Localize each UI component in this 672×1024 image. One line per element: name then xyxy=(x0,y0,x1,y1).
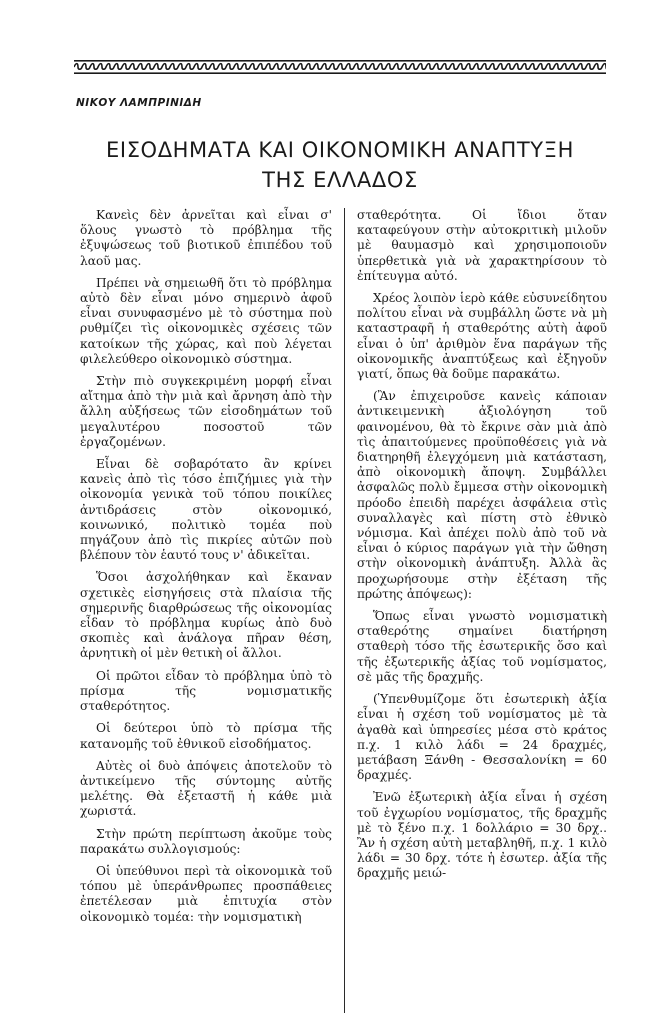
paragraph: Οἱ πρῶτοι εἶδαν τὸ πρόβλημα ὑπὸ τὸ πρίσμα τῆς νομισματικῆς σταθερότητος. xyxy=(80,668,332,714)
left-column xyxy=(80,208,332,932)
right-column xyxy=(357,208,607,889)
paragraph: Πρέπει νὰ σημειωθῆ ὅτι τὸ πρόβλημα αὐτὸ δὲν εἶναι μόνο σημερινὸ ἀφοῦ εἶναι συνυφασμένο μὲ τὸ σύστημα ποὺ ρυθμίζει τὶς οἰκονομικὲς σχέσεις τῶν κατοίκων τῆς χώρας, καὶ ποὺ λέγεται φιλελεύθερο οἰκονομικὸ σύστημα. xyxy=(80,275,332,366)
paragraph: Χρέος λοιπὸν ἱερὸ κάθε εὐσυνείδητου πολίτου εἶναι νὰ συμβάλλη ὥστε νὰ μὴ καταστραφῆ ἡ σταθερότης αὐτὴ ἀφοῦ εἶναι ὁ ὑπ' ἀριθμὸν ἕνα παράγων τῆς οἰκονομικῆς ἀναπτύξεως καὶ ἐξηγοῦν γιατί, ὅπως θὰ δοῦμε παρακάτω. xyxy=(357,291,607,382)
paragraph: Οἱ ὑπεύθυνοι περὶ τὰ οἰκονομικὰ τοῦ τόπου μὲ ὑπεράνθρωπες προσπάθειες ἐπετέλεσαν μιὰ ἐπιτυχία στὸν οἰκονομικὸ τομέα: τὴν νομισματικὴ xyxy=(80,863,332,924)
paragraph: Οἱ δεύτεροι ὑπὸ τὸ πρίσμα τῆς κατανομῆς τοῦ ἐθνικοῦ εἰσοδήματος. xyxy=(80,721,332,751)
title-line-2: ΤΗΣ ΕΛΛΑΔΟΣ xyxy=(262,168,418,192)
paragraph: Εἶναι δὲ σοβαρότατο ἂν κρίνει κανεὶς ἀπὸ τὶς τόσο ἐπιζήμιες γιὰ τὴν οἰκονομία γενικὰ τοῦ τόπου ποικίλες ἀντιδράσεις στὸν οἰκονομικό, κοινωνικό, πολιτικὸ τομέα ποὺ πηγάζουν ἀπὸ τὶς πικρίες αὐτῶν ποὺ βλέπουν τὸν ἑαυτό τους ν' ἀδικεῖται. xyxy=(80,457,332,563)
paragraph: Αὐτὲς οἱ δυὸ ἀπόψεις ἀποτελοῦν τὸ ἀντικείμενο τῆς σύντομης αὐτῆς μελέτης. Θὰ ἐξεταστῆ ἡ κάθε μιὰ χωριστά. xyxy=(80,758,332,819)
paragraph: Στὴν πιὸ συγκεκριμένη μορφή εἶναι αἴτημα ἀπὸ τὴν μιὰ καὶ ἄρνηση ἀπὸ τὴν ἄλλη αὐξήσεως τῶν εἰσοδημάτων τοῦ μεγαλυτέρου ποσοστοῦ τῶν ἐργαζομένων. xyxy=(80,374,332,449)
title-line-1: ΕΙΣΟΔΗΜΑΤΑ ΚΑΙ ΟΙΚΟΝΟΜΙΚΗ ΑΝΑΠΤΥΞΗ xyxy=(106,138,574,162)
paragraph: Ἐνῶ ἐξωτερικὴ ἀξία εἶναι ἡ σχέση τοῦ ἐγχωρίου νομίσματος, τῆς δραχμῆς μὲ τὸ ξένο π.χ. 1 δολλάριο = 30 δρχ.. Ἂν ἡ σχέση αὐτὴ μεταβληθῆ, π.χ. 1 κιλὸ λάδι = 30 δρχ. τότε ἡ ἐσωτερ. ἀξία τῆς δραχμῆς μειώ- xyxy=(357,790,607,881)
article-title xyxy=(90,135,590,195)
paragraph: σταθερότητα. Οἱ ἴδιοι ὅταν καταφεύγουν στὴν αὐτοκριτικὴ μιλοῦν μὲ θαυμασμὸ καὶ χρησιμοποιοῦν ὑπερθετικὰ γιὰ νὰ χαρακτηρίσουν τὸ ἐπίτευγμα αὐτό. xyxy=(357,208,607,283)
paragraph: Ὅσοι ἀσχολήθηκαν καὶ ἔκαναν σχετικὲς εἰσηγήσεις στὰ πλαίσια τῆς σημερινῆς διαρθρώσεως τῆς οἰκονομίας εἶδαν τὸ πρόβλημα κυρίως ἀπὸ δυὸ σκοπιὲς καὶ ἀνάλογα πῆραν θέση, ἀρνητικὴ οἱ μὲν θετικὴ οἱ ἄλλοι. xyxy=(80,570,332,661)
wave-ornament-border xyxy=(74,60,606,74)
author-name: ΝΙΚΟΥ ΛΑΜΠΡΙΝΙΔΗ xyxy=(76,97,202,109)
paragraph: Ὅπως εἶναι γνωστὸ νομισματικὴ σταθερότης σημαίνει διατήρηση σταθερὴ τόσο τῆς ἐσωτερικῆς ὅσο καὶ τῆς ἐξωτερικῆς ἀξίας τοῦ νομίσματος, σὲ μᾶς τῆς δραχμῆς. xyxy=(357,609,607,684)
column-divider xyxy=(344,208,345,1013)
paragraph: (Ὑπενθυμίζομε ὅτι ἐσωτερικὴ ἀξία εἶναι ἡ σχέση τοῦ νομίσματος μὲ τὰ ἀγαθὰ καὶ ὑπηρεσίες μέσα στὸ κράτος π.χ. 1 κιλὸ λάδι = 24 δραχμές, μετάβαση Ξάνθη - Θεσσαλονίκη = 60 δραχμές. xyxy=(357,692,607,783)
paragraph: Στὴν πρώτη περίπτωση ἀκοῦμε τοὺς παρακάτω συλλογισμούς: xyxy=(80,826,332,856)
paragraph: (Ἂν ἐπιχειροῦσε κανεὶς κάποιαν ἀντικειμενικὴ ἀξιολόγηση τοῦ φαινομένου, θὰ τὸ ἔκρινε σὰν μιὰ ἀπὸ τὶς ἀπαιτούμενες προϋποθέσεις γιὰ νὰ διατηρηθῆ ἐλεγχόμενη μιὰ κατάσταση, ἀπὸ οἰκονομικὴ ἄποψη. Συμβάλλει ἀσφαλῶς πολὺ ἔμμεσα στὴν οἰκονομικὴ πρόοδο ἐπειδὴ παρέχει ἀσφάλεια στὶς συναλλαγὲς καὶ πίστη στὸ ἐθνικὸ νόμισμα. Καὶ ἀπέχει πολὺ ἀπὸ τοῦ νὰ εἶναι ὁ κύριος παράγων γιὰ τὴν ὤθηση στὴν οἰκονομικὴ ἀνάπτυξη. Ἀλλὰ ἂς προχωρήσουμε στὴν ἐξέταση τῆς πρώτης ἀπόψεως): xyxy=(357,389,607,601)
paragraph: Κανεὶς δὲν ἀρνεῖται καὶ εἶναι σ' ὅλους γνωστὸ τὸ πρόβλημα τῆς ἐξυψώσεως τοῦ βιοτικοῦ ἐπιπέδου τοῦ λαοῦ μας. xyxy=(80,208,332,268)
